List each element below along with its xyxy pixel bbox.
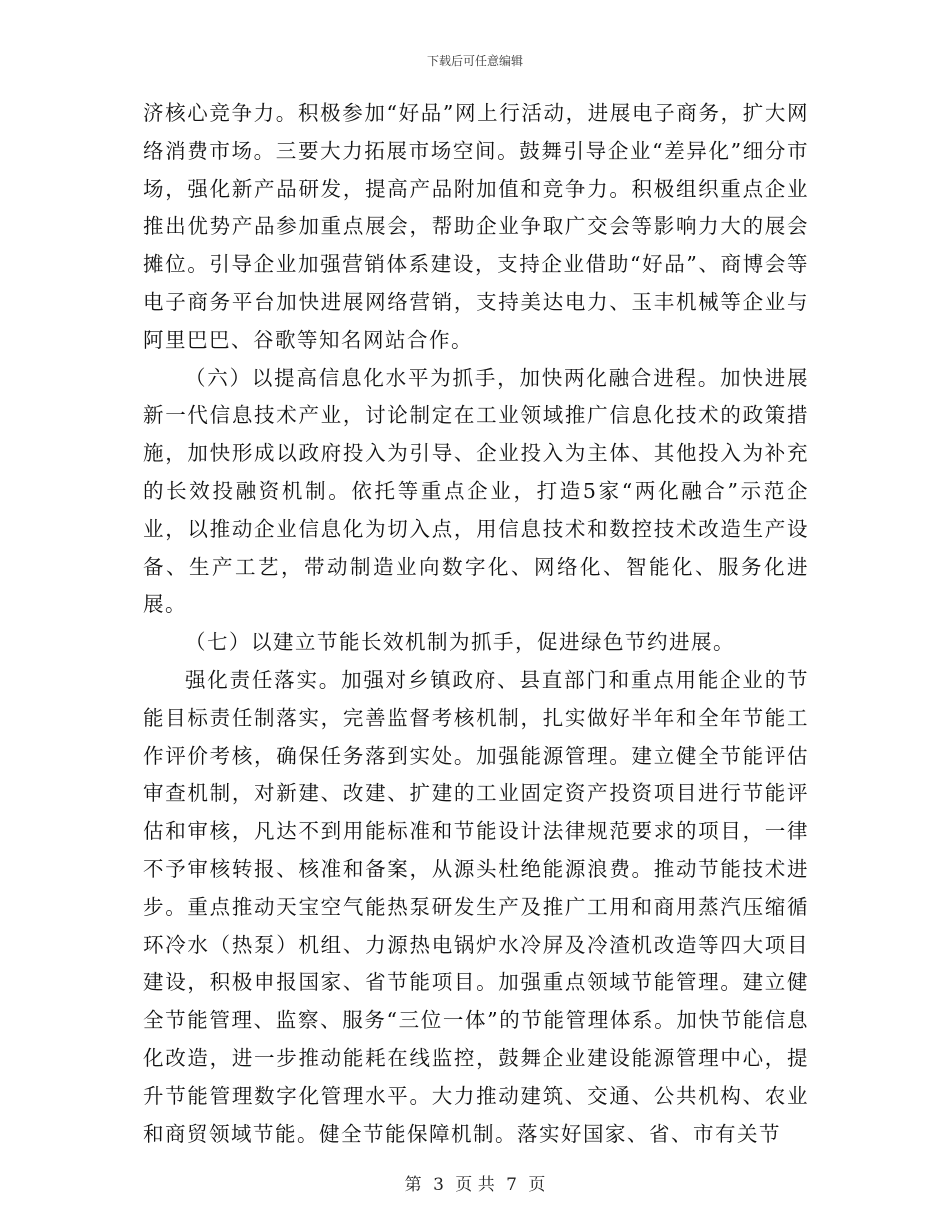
- footer-suffix: 页: [528, 1175, 546, 1195]
- paragraph-informatization: （六）以提高信息化水平为抓手，加快两化融合进程。加快进展新一代信息技术产业，讨论制定在工业领域推广信息化技术的政策措施，加快形成以政府投入为引导、企业投入为主体、其他投入为补充的长效投融资机制。依托等重点企业，打造5家“两化融合”示范企业，以推动企业信息化为切入点，用信息技术和数控技术改造生产设备、生产工艺，带动制造业向数字化、网络化、智能化、服务化进展。: [143, 365, 809, 617]
- page-footer: [0, 1170, 950, 1195]
- paragraph-market: 济核心竞争力。积极参加“好品”网上行活动，进展电子商务，扩大网络消费市场。三要大力拓展市场空间。鼓舞引导企业“差异化”细分市场，强化新产品研发，提高产品附加值和竞争力。积极组织重点企业推出优势产品参加重点展会，帮助企业争取广交会等影响力大的展会摊位。引导企业加强营销体系建设，支持企业借助“好品”、商博会等电子商务平台加快进展网络营销，支持美达电力、玉丰机械等企业与阿里巴巴、谷歌等知名网站合作。: [143, 101, 809, 352]
- paragraph-energy-responsibility: 强化责任落实。加强对乡镇政府、县直部门和重点用能企业的节能目标责任制落实，完善监督考核机制，扎实做好半年和全年节能工作评价考核，确保任务落到实处。加强能源管理。建立健全节能评估审查机制，对新建、改建、扩建的工业固定资产投资项目进行节能评估和审核，凡达不到用能标准和节能设计法律规范要求的项目，一律不予审核转报、核准和备案，从源头杜绝能源浪费。推动节能技术进步。重点推动天宝空气能热泵研发生产及推广工用和商用蒸汽压缩循环冷水（热泵）机组、力源热电锅炉水冷屏及冷渣机改造等四大项目建设，积极申报国家、省节能项目。加强重点领域节能管理。建立健全节能管理、监察、服务“三位一体”的节能管理体系。加快节能信息化改造，进一步推动能耗在线监控，鼓舞企业建设能源管理中心，提升节能管理数字化管理水平。大力推动建筑、交通、公共机构、农业和商贸领域节能。健全节能保障机制。落实好国家、省、市有关节: [143, 667, 809, 1146]
- footer-total-pages: 7: [506, 1175, 517, 1195]
- page-header: 下载后可任意编辑: [426, 54, 523, 68]
- paragraph-energy-heading: （七）以建立节能长效机制为抓手，促进绿色节约进展。: [185, 630, 735, 655]
- footer-prefix: 第: [404, 1175, 422, 1195]
- footer-middle: 页 共: [455, 1175, 495, 1195]
- footer-page-number: 3: [433, 1175, 444, 1195]
- document-body: [143, 95, 809, 1153]
